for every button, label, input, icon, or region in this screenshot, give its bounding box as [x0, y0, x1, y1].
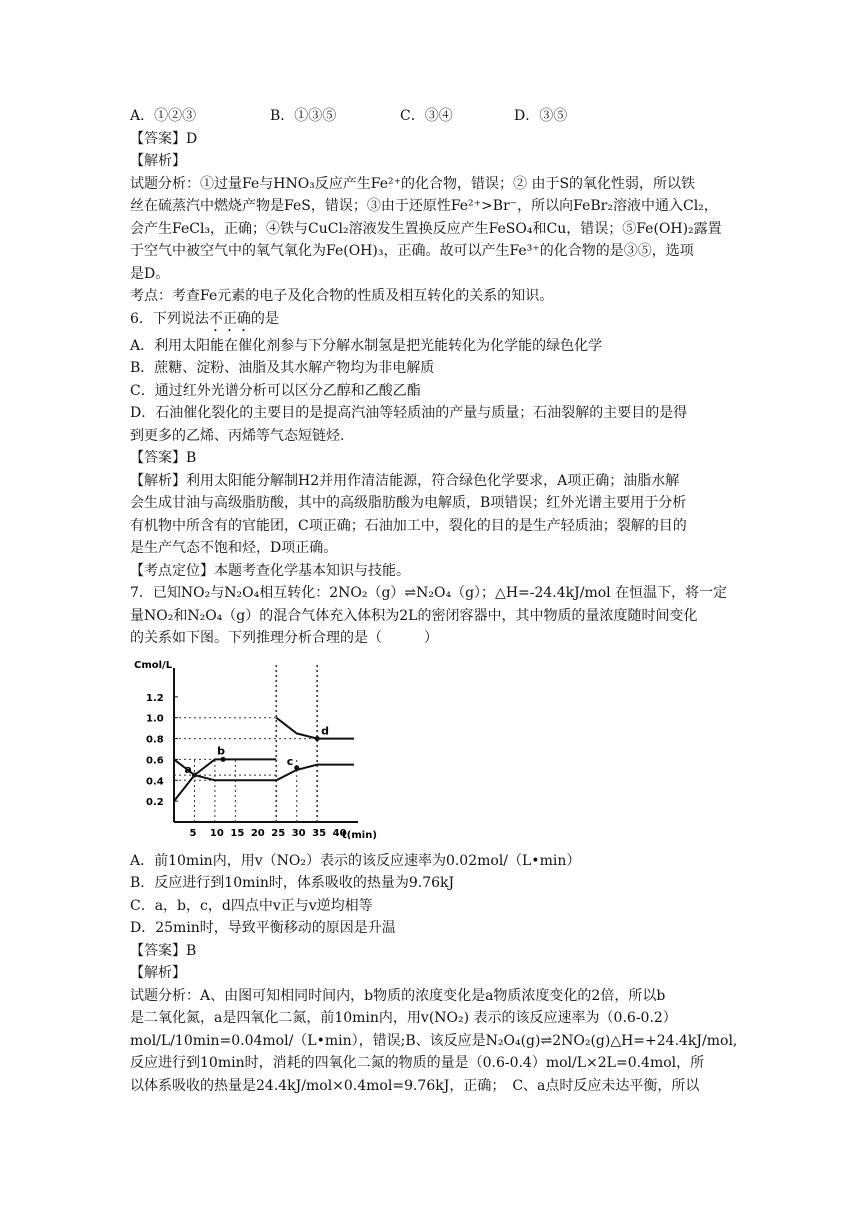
q6-stem-pre: 6．下列说法	[130, 310, 209, 327]
x-tick-label: 10	[209, 827, 224, 839]
y-axis-label: Cmol/L	[134, 659, 173, 671]
q6-answer: 【答案】B	[130, 450, 197, 466]
q5-point: 考点：考查Fe元素的电子及化合物的性质及相互转化的关系的知识。	[130, 288, 554, 304]
concentration-chart	[132, 654, 377, 844]
y-tick-label: 1.2	[146, 692, 164, 704]
x-tick-label: 35	[312, 827, 327, 839]
q7-option-c: C．a，b，c，d四点中v正与v逆均相等	[130, 897, 373, 914]
y-tick-label: 0.4	[146, 775, 164, 787]
q7-analysis-head: 【解析】	[130, 965, 186, 981]
q5-analysis-line: 于空气中被空气中的氧气氧化为Fe(OH)₃，正确。故可以产生Fe³⁺的化合物的是③⑤，选项	[130, 243, 694, 259]
q7-stem-line: 量NO₂和N₂O₄（g）的混合气体充入体积为2L的密闭容器中，其中物质的量浓度随时间变化	[130, 607, 698, 624]
data-point	[192, 772, 197, 777]
q5-analysis-line: 会产生FeCl₃，正确；④铁与CuCl₂溶液发生置换反应产生FeSO₄和Cu，错误；⑤Fe(OH)₂露置	[130, 220, 722, 237]
q5-answer: 【答案】D	[130, 130, 198, 147]
q5-analysis-head: 【解析】	[130, 153, 186, 169]
point-label: a	[184, 762, 192, 776]
q7-option-b: B．反应进行到10min时，体系吸收的热量为9.76kJ	[130, 875, 455, 891]
q7-analysis-line: 以体系吸收的热量是24.4kJ/mol×0.4mol=9.76kJ，正确； C、a点时反应未达平衡，所以	[130, 1077, 700, 1094]
point-label: c	[286, 754, 294, 768]
q6-analysis-line: 是生产气态不饱和烃，D项正确。	[130, 540, 338, 556]
q6-option-c: C．通过红外光谱分析可以区分乙醇和乙酸乙酯	[130, 382, 421, 399]
q7-stem-line: 的关系如下图。下列推理分析合理的是（ ）	[130, 630, 438, 646]
x-tick-label: 40	[332, 827, 347, 839]
x-tick-label: 20	[250, 827, 265, 839]
q5-options	[130, 105, 740, 128]
q5-option-a: A．①②③	[130, 108, 197, 124]
x-tick-label: 15	[230, 827, 245, 839]
q7-option-a: A．前10min内，用v（NO₂）表示的该反应速率为0.02mol/（L•min）	[130, 852, 581, 869]
q5-option-c: C．③④	[400, 108, 453, 124]
y-tick-label: 1.0	[146, 713, 164, 725]
q7-answer: 【答案】B	[130, 942, 197, 959]
data-point	[221, 756, 226, 761]
q6-analysis-line: 会生成甘油与高级脂肪酸，其中的高级脂肪酸为电解质，B项错误；红外光谱主要用于分析	[130, 495, 687, 511]
q6-analysis-line: 有机物中所含有的官能团，C项正确；石油加工中，裂化的目的是生产轻质油；裂解的目的	[130, 517, 687, 534]
q7-analysis-line: 反应进行到10min时，消耗的四氧化二氮的物质的量是（0.6-0.4）mol/L×2L=0.4mol，所	[130, 1055, 705, 1071]
q6-stem	[130, 308, 740, 335]
q6-option-b: B．蔗糖、淀粉、油脂及其水解产物均为非电解质	[130, 360, 435, 376]
y-tick-label: 0.6	[146, 754, 164, 766]
y-tick-label: 0.2	[146, 796, 164, 808]
q6-option-a: A．利用太阳能在催化剂参与下分解水制氢是把光能转化为化学能的绿色化学	[130, 337, 603, 354]
chart-svg	[132, 654, 377, 844]
q7-analysis-line: mol/L/10min=0.04mol/（L•min），错误;B、该反应是N₂O₄(g)⇌2NO₂(g)△H=+24.4kJ/mol,	[130, 1032, 738, 1049]
q6-stem-post: 的是	[250, 310, 279, 327]
q5-analysis-line: 试题分析：①过量Fe与HNO₃反应产生Fe²⁺的化合物，错误；② 由于S的氧化性弱，所以铁	[130, 175, 696, 192]
x-tick-label: 5	[189, 827, 197, 839]
point-label: d	[321, 724, 330, 738]
q6-stem-emphasis: 不正确	[208, 310, 251, 327]
data-point	[315, 736, 320, 741]
q7-analysis-line: 是二氧化氮，a是四氧化二氮，前10min内，用v(NO₂) 表示的该反应速率为（0.6-0.2）	[130, 1010, 677, 1026]
x-tick-label: 30	[291, 827, 306, 839]
q5-option-d: D．③⑤	[514, 108, 568, 124]
x-axis-label: t(min)	[342, 829, 377, 841]
data-point	[294, 765, 299, 770]
q5-option-b: B．①③⑤	[270, 108, 337, 124]
q7-analysis-line: 试题分析：A、由图可知相同时间内，b物质的浓度变化是a物质浓度变化的2倍，所以b	[130, 987, 666, 1004]
q6-option-d: D．石油催化裂化的主要目的是提高汽油等轻质油的产量与质量；石油裂解的主要目的是得	[130, 405, 688, 421]
series-line	[276, 717, 354, 738]
x-tick-label: 25	[271, 827, 286, 839]
y-tick-label: 0.8	[146, 734, 164, 746]
q6-point: 【考点定位】本题考查化学基本知识与技能。	[130, 562, 410, 579]
point-label: b	[217, 743, 225, 757]
q7-option-d: D．25min时，导致平衡移动的原因是升温	[130, 920, 396, 936]
q6-analysis-line: 【解析】利用太阳能分解制H2并用作清洁能源，符合绿色化学要求，A项正确；油脂水解	[130, 472, 680, 489]
q6-option-d-cont: 到更多的乙烯、丙烯等气态短链烃.	[130, 427, 345, 444]
q5-analysis-line: 是D。	[130, 265, 170, 282]
content	[130, 105, 740, 1097]
q5-analysis-line: 丝在硫蒸汽中燃烧产物是FeS，错误；③由于还原性Fe²⁺>Br⁻，所以向FeBr₂溶液中通入Cl₂，	[130, 198, 718, 214]
q7-stem-line: 7．已知NO₂与N₂O₄相互转化：2NO₂（g）⇌N₂O₄（g）；△H=-24.4kJ/mol 在恒温下，将一定	[130, 585, 728, 601]
